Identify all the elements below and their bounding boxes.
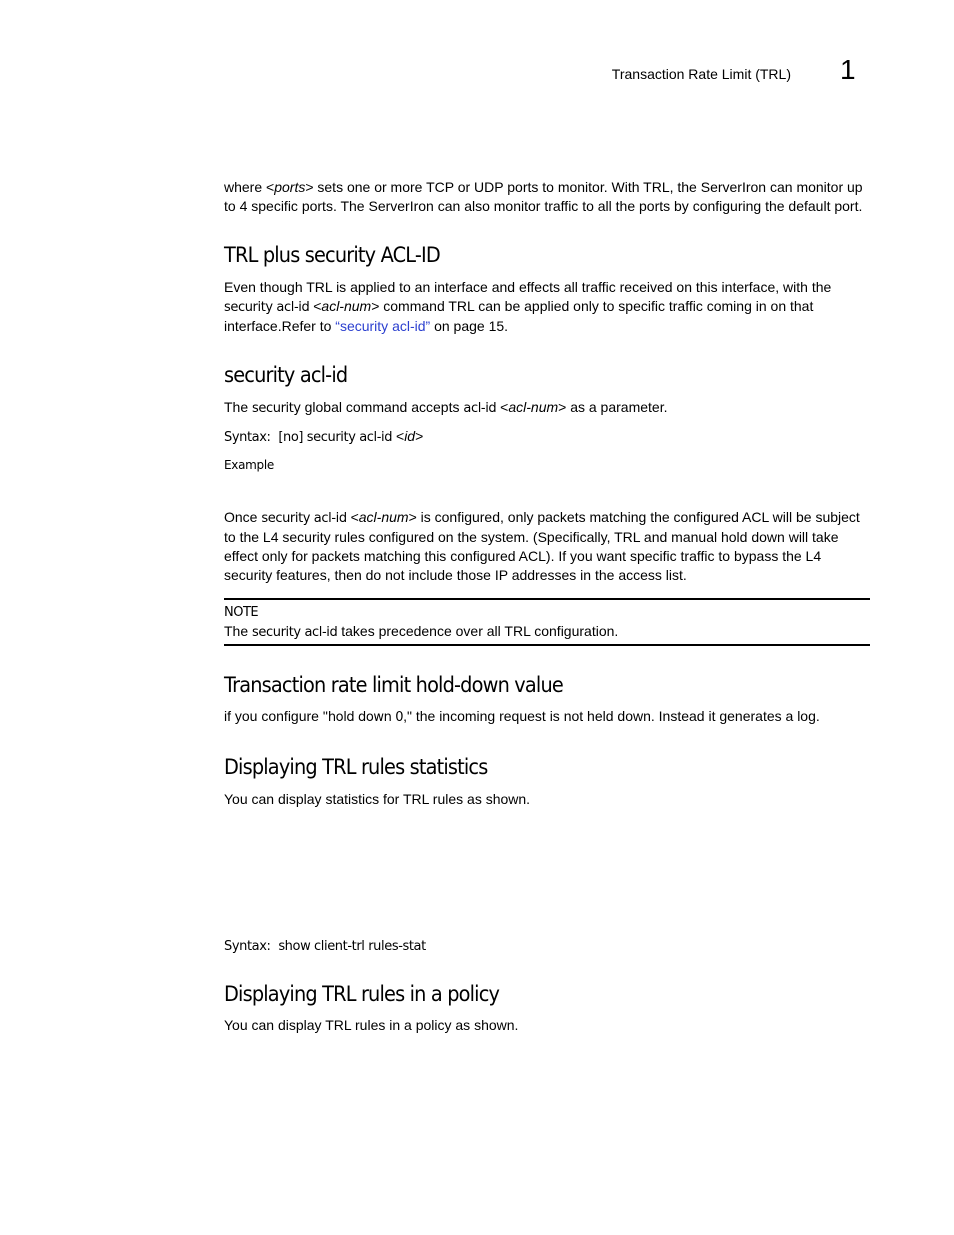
section-heading-rules-statistics: Displaying TRL rules statistics (224, 755, 488, 779)
section-heading-hold-down: Transaction rate limit hold-down value (224, 673, 563, 697)
security-acl-paragraph-2: Once security acl-id <acl-num> is configured, only packets matching the configured ACL will be subject to the L4 security rules configured on the system. (Specifically, TRL and manual hold down will take effect only for packets matching this configured ACL). If you want specific traffic to bypass the L4 security features, then do not include those IP addresses in the access list. (224, 509, 860, 583)
rules-in-policy-paragraph: You can display TRL rules in a policy as shown. (224, 1017, 519, 1033)
syntax-label: Syntax: (224, 939, 271, 954)
chapter-number: 1 (840, 54, 856, 85)
example-label: Example (224, 458, 274, 472)
rules-statistics-paragraph: You can display statistics for TRL rules as shown. (224, 791, 531, 807)
syntax-security-acl-id: Syntax: [no] security acl-id <id> (224, 428, 424, 445)
security-acl-paragraph: The security global command accepts acl-id <acl-num> as a parameter. (224, 399, 668, 416)
hold-down-paragraph: if you configure "hold down 0," the incoming request is not held down. Instead it generates a log. (224, 708, 820, 725)
syntax-show-client-trl: Syntax: show client-trl rules-stat (224, 939, 426, 954)
note-title: NOTE (224, 605, 259, 620)
header-title: Transaction Rate Limit (TRL) (611, 66, 791, 82)
security-acl-id-link[interactable]: “security acl-id” (335, 318, 431, 334)
intro-paragraph: where <ports> sets one or more TCP or UDP ports to monitor. With TRL, the ServerIron can monitor up to 4 specific ports. The ServerIron can also monitor traffic to all the ports by configuring the default port. (224, 179, 863, 214)
syntax-label: Syntax: (224, 430, 271, 445)
note-text: The security acl-id takes precedence over all TRL configuration. (224, 623, 619, 640)
page-body (224, 178, 870, 1035)
section-heading-trl-plus: TRL plus security ACL-ID (224, 243, 440, 267)
section-heading-security-acl-id: security acl-id (224, 363, 348, 387)
section-heading-rules-in-policy: Displaying TRL rules in a policy (224, 982, 500, 1006)
note-box (224, 598, 870, 646)
trl-plus-paragraph: Even though TRL is applied to an interface and effects all traffic received on this interface, with the security acl-id <acl-num> command TRL can be applied only to specific traffic coming in on that interface.Refer to “security acl-id” on page 15. (224, 279, 832, 334)
